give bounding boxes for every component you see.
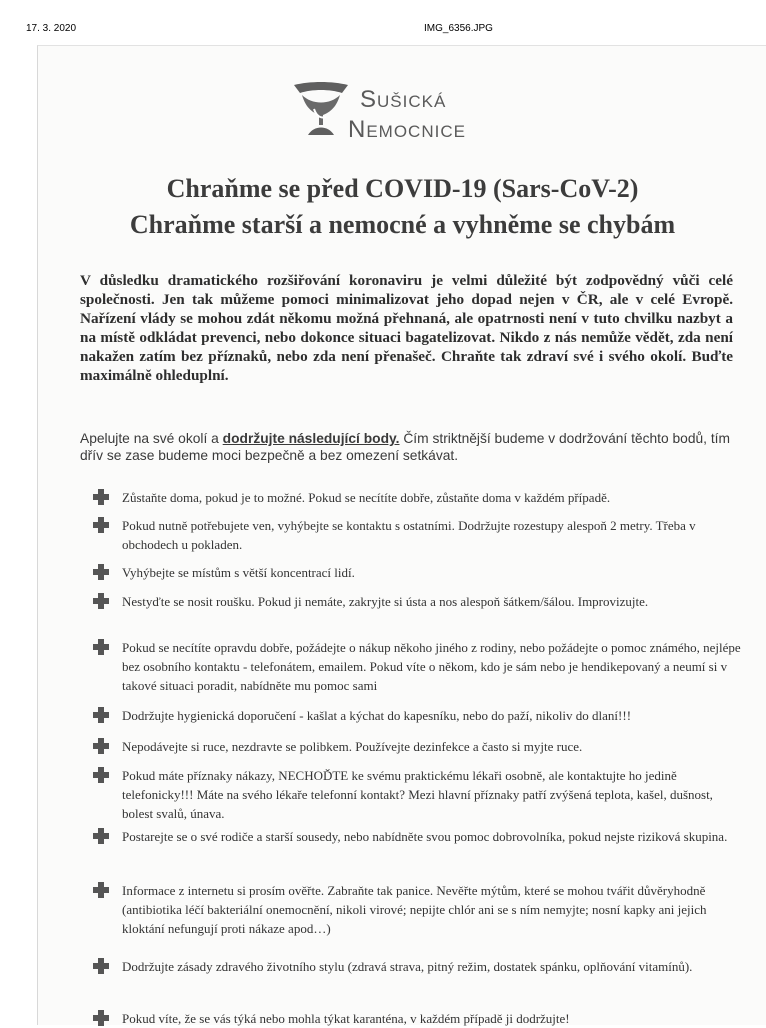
print-filename: IMG_6356.JPG xyxy=(424,23,493,34)
cross-bullet-icon xyxy=(93,958,109,974)
list-item-text: Vyhýbejte se místům s větší koncentrací lidí. xyxy=(122,565,355,580)
list-item-text: Postarejte se o své rodiče a starší sousedy, nebo nabídněte svou pomoc dobrovolníka, pokud nejste riziková skupina. xyxy=(122,829,728,844)
appeal-paragraph xyxy=(80,430,740,464)
appeal-text-start: Apelujte na své okolí a xyxy=(80,431,223,446)
cross-bullet-icon xyxy=(93,738,109,754)
hospital-logo xyxy=(290,79,520,145)
list-item-text: Nepodávejte si ruce, nezdravte se polibkem. Používejte dezinfekce a často si myjte ruce. xyxy=(122,739,583,754)
cross-bullet-icon xyxy=(93,767,109,783)
cross-bullet-icon xyxy=(93,593,109,609)
document-title: Chraňme se před COVID-19 (Sars-CoV-2) xyxy=(166,174,639,203)
cross-bullet-icon xyxy=(93,564,109,580)
document-page xyxy=(37,45,766,1025)
appeal-underlined: dodržujte následující body. xyxy=(222,431,400,446)
list-item-text: Pokud víte, že se vás týká nebo mohla týkat karanténa, v každém případě ji dodržujte! xyxy=(122,1011,570,1026)
intro-paragraph: V důsledku dramatického rozšiřování koronaviru je velmi důležité být zodpovědný vůči celé společnosti. Jen tak můžeme pomoci minimalizovat jeho dopad nejen v ČR, ale v celé Evropě. Nařízení vlády se mohou zdát někomu možná přehnaná, ale opatrnosti není v tuto chvilku nazbyt a na místě odkládat prevenci, nebo dokonce situaci bagatelizovat. Nikdo z nás nemůže vědět, zda není nakažen zatím bez příznaků, nebo zda není přenašeč. Chraňte tak zdraví své i svého okolí. Buďte maximálně ohleduplní. xyxy=(80,272,733,384)
cross-bullet-icon xyxy=(93,707,109,723)
appeal-text-end: Čím striktnější budeme v dodržování těchto bodů, tím dřív se zase budeme moci bezpečně a bez omezení setkávat. xyxy=(80,431,731,463)
list-item-text: Dodržujte zásady zdravého životního stylu (zdravá strava, pitný režim, dostatek spánku, oplňování vitamínů). xyxy=(122,959,693,974)
cross-bullet-icon xyxy=(93,489,109,505)
logo-line-2: Nemocnice xyxy=(348,116,466,143)
print-date: 17. 3. 2020 xyxy=(26,23,77,34)
list-item-text: Dodržujte hygienická doporučení - kašlat a kýchat do kapesníku, nebo do paží, nikoliv do dlaní!!! xyxy=(122,708,632,723)
cross-bullet-icon xyxy=(93,828,109,844)
print-header xyxy=(0,0,766,40)
list-item-text: Pokud nutně potřebujete ven, vyhýbejte se kontaktu s ostatními. Dodržujte rozestupy alespoň 2 metry. Třeba v obchodech u pokladen. xyxy=(122,518,696,552)
list-item-text: Nestyďte se nosit roušku. Pokud ji nemáte, zakryjte si ústa a nos alespoň šátkem/šálou. Improvizujte. xyxy=(122,594,649,609)
cross-bullet-icon xyxy=(93,639,109,655)
cross-bullet-icon xyxy=(93,517,109,533)
chalice-icon xyxy=(290,79,352,141)
list-item-text: Pokud máte příznaky nákazy, NECHOĎTE ke svému praktickému lékaři osobně, ale kontaktujte ho jedině telefonicky!!! Máte na svého lékaře telefonní kontakt? Mezi hlavní příznaky patří zvýšená teplota, kašel, dušnost, bolest svalů, únava. xyxy=(122,768,713,821)
list-item-text: Zůstaňte doma, pokud je to možné. Pokud se necítíte dobře, zůstaňte doma v každém případě. xyxy=(122,490,611,505)
cross-bullet-icon xyxy=(93,882,109,898)
list-item-text: Pokud se necítíte opravdu dobře, požádejte o nákup někoho jiného z rodiny, nebo požádejte o pomoc známého, nejlépe bez osobního kontaktu - telefonátem, emailem. Pokud víte o někom, kdo je sám nebo je hendikepovaný a neumí si v takové situaci poradit, nabídněte mu pomoc sami xyxy=(122,640,741,693)
document-subtitle: Chraňme starší a nemocné a vyhněme se chybám xyxy=(129,210,676,239)
list-item-text: Informace z internetu si prosím ověřte. Zabraňte tak panice. Nevěřte mýtům, které se mohou tvářit důvěryhodně (antibiotika léčí bakteriální onemocnění, nikoli virové; nepijte chlór ani se s ním nemyjte; nosní kapky ani jejich kloktání nefungují proti nákaze apod…) xyxy=(122,883,707,936)
logo-line-1: Sušická xyxy=(360,86,447,113)
